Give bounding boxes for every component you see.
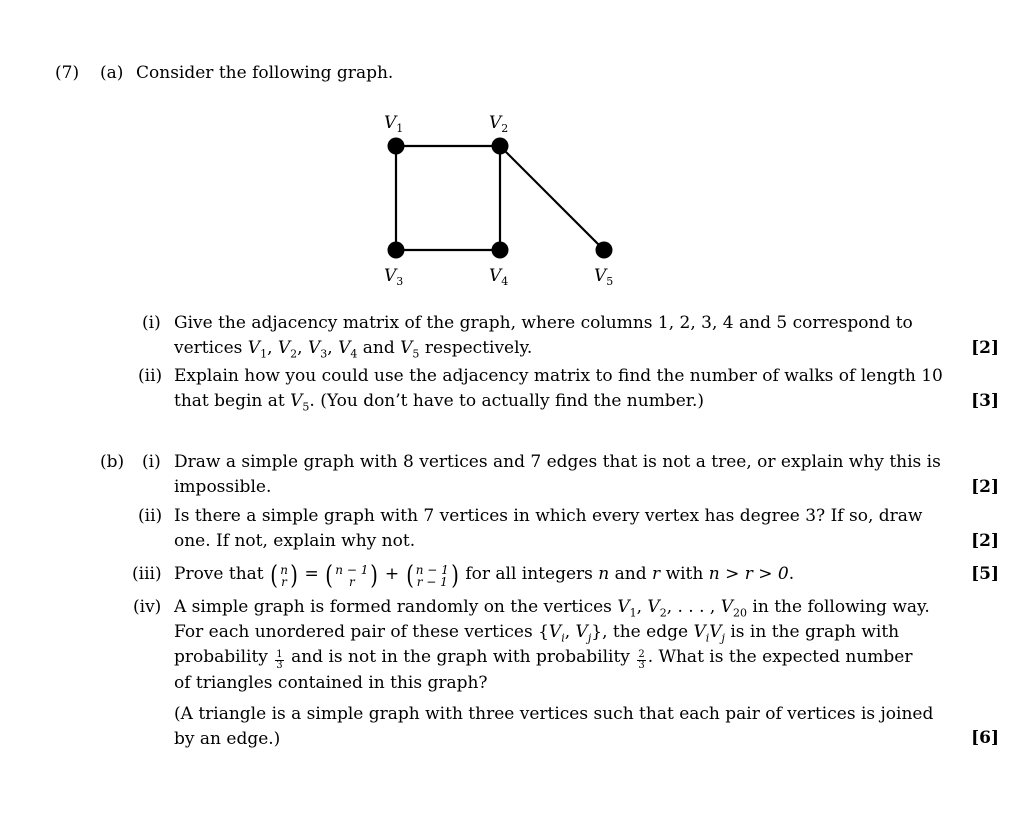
part-b-iii-label: (iii)	[132, 564, 162, 584]
part-b-ii-text	[174, 504, 956, 554]
fraction-two-thirds: $\frac{2}{3}$	[638, 649, 645, 671]
part-a-label: (a)	[100, 63, 124, 83]
part-b-iv-label: (iv)	[133, 597, 162, 617]
question-number: (7)	[55, 63, 80, 83]
part-a-ii-mark: [3]	[971, 391, 999, 411]
part-b-ii-mark: [2]	[971, 531, 999, 551]
binom-n1-r: ( n − 1 r )	[325, 561, 379, 591]
part-b-i-mark: [2]	[971, 477, 999, 497]
part-b-iv-mark: [6]	[971, 728, 999, 748]
part-a-ii-text	[174, 364, 956, 414]
vertex-label-v5: $V_5$	[594, 266, 614, 288]
edge-v2-v5	[500, 146, 604, 250]
part-a-i-text	[174, 311, 956, 361]
part-b-iv-note-line1: (A triangle is a simple graph with three vertices such that each pair of vertices is joined	[174, 704, 934, 724]
part-b-iv-text	[174, 595, 956, 752]
part-b-iv-line2: For each unordered pair of these vertices {$V_i$, $V_j$}, the edge $V_iV_j$ is in the graph with	[174, 622, 900, 645]
part-a-i-mark: [2]	[971, 338, 999, 358]
part-b-iv-line1: A simple graph is formed randomly on the vertices $V_1$, $V_2$, . . . , $V_{20}$ in the following way.	[174, 597, 930, 620]
vertex-v3	[388, 242, 405, 259]
binom-n1-r1: ( n − 1 r − 1 )	[405, 561, 459, 591]
part-a-i-label: (i)	[142, 313, 161, 333]
part-a-ii-label: (ii)	[138, 366, 163, 386]
part-b-i-label: (i)	[142, 452, 161, 472]
vertex-v5	[596, 242, 613, 259]
part-a-ii-line1: Explain how you could use the adjacency matrix to find the number of walks of length 10	[174, 366, 943, 386]
part-a-i-line1: Give the adjacency matrix of the graph, where columns 1, 2, 3, 4 and 5 correspond to	[174, 313, 913, 333]
vertex-v1	[388, 138, 405, 155]
part-b-iii-mark: [5]	[971, 564, 999, 584]
part-a-intro: Consider the following graph.	[136, 63, 394, 83]
part-b-ii-line1: Is there a simple graph with 7 vertices in which every vertex has degree 3? If so, draw	[174, 506, 923, 526]
part-a-i-line2: vertices $V_1$, $V_2$, $V_3$, $V_4$ and $V_5$ respectively.	[174, 338, 533, 361]
part-b-iv-note-line2: by an edge.)	[174, 729, 281, 749]
part-b-ii-label: (ii)	[138, 506, 163, 526]
vertex-label-v2: $V_2$	[489, 113, 509, 135]
vertex-label-v1: $V_1$	[384, 113, 404, 135]
part-b-i-line1: Draw a simple graph with 8 vertices and 7 edges that is not a tree, or explain why this is	[174, 452, 941, 472]
part-b-iv-line3: probability $\frac{1}{3}$ and is not in the graph with probability $\frac{2}{3}$ . What is the expected number	[174, 647, 913, 671]
vertex-v4	[492, 242, 509, 259]
part-b-i-text	[174, 450, 956, 500]
part-b-ii-line2: one. If not, explain why not.	[174, 531, 416, 551]
graph-vertices	[388, 138, 613, 259]
part-a-ii-line2: that begin at $V_5$. (You don’t have to actually find the number.)	[174, 391, 705, 414]
vertex-label-v3: $V_3$	[384, 266, 404, 288]
part-b-label: (b)	[100, 452, 125, 472]
part-b-i-line2: impossible.	[174, 477, 272, 497]
vertex-v2	[492, 138, 509, 155]
graph-labels	[384, 113, 613, 288]
graph-edges	[396, 146, 604, 250]
binom-n-r: ( n r )	[270, 561, 298, 591]
part-b-iv-line4: of triangles contained in this graph?	[174, 673, 488, 693]
vertex-label-v4: $V_4$	[489, 266, 509, 288]
fraction-one-third: $\frac{1}{3}$	[276, 649, 283, 671]
part-b-iii-text: Prove that ( n r ) = ( n − 1 r ) + ( n − 1 r − 1 ) for all integers n and r with n > r > 0.	[174, 561, 795, 591]
